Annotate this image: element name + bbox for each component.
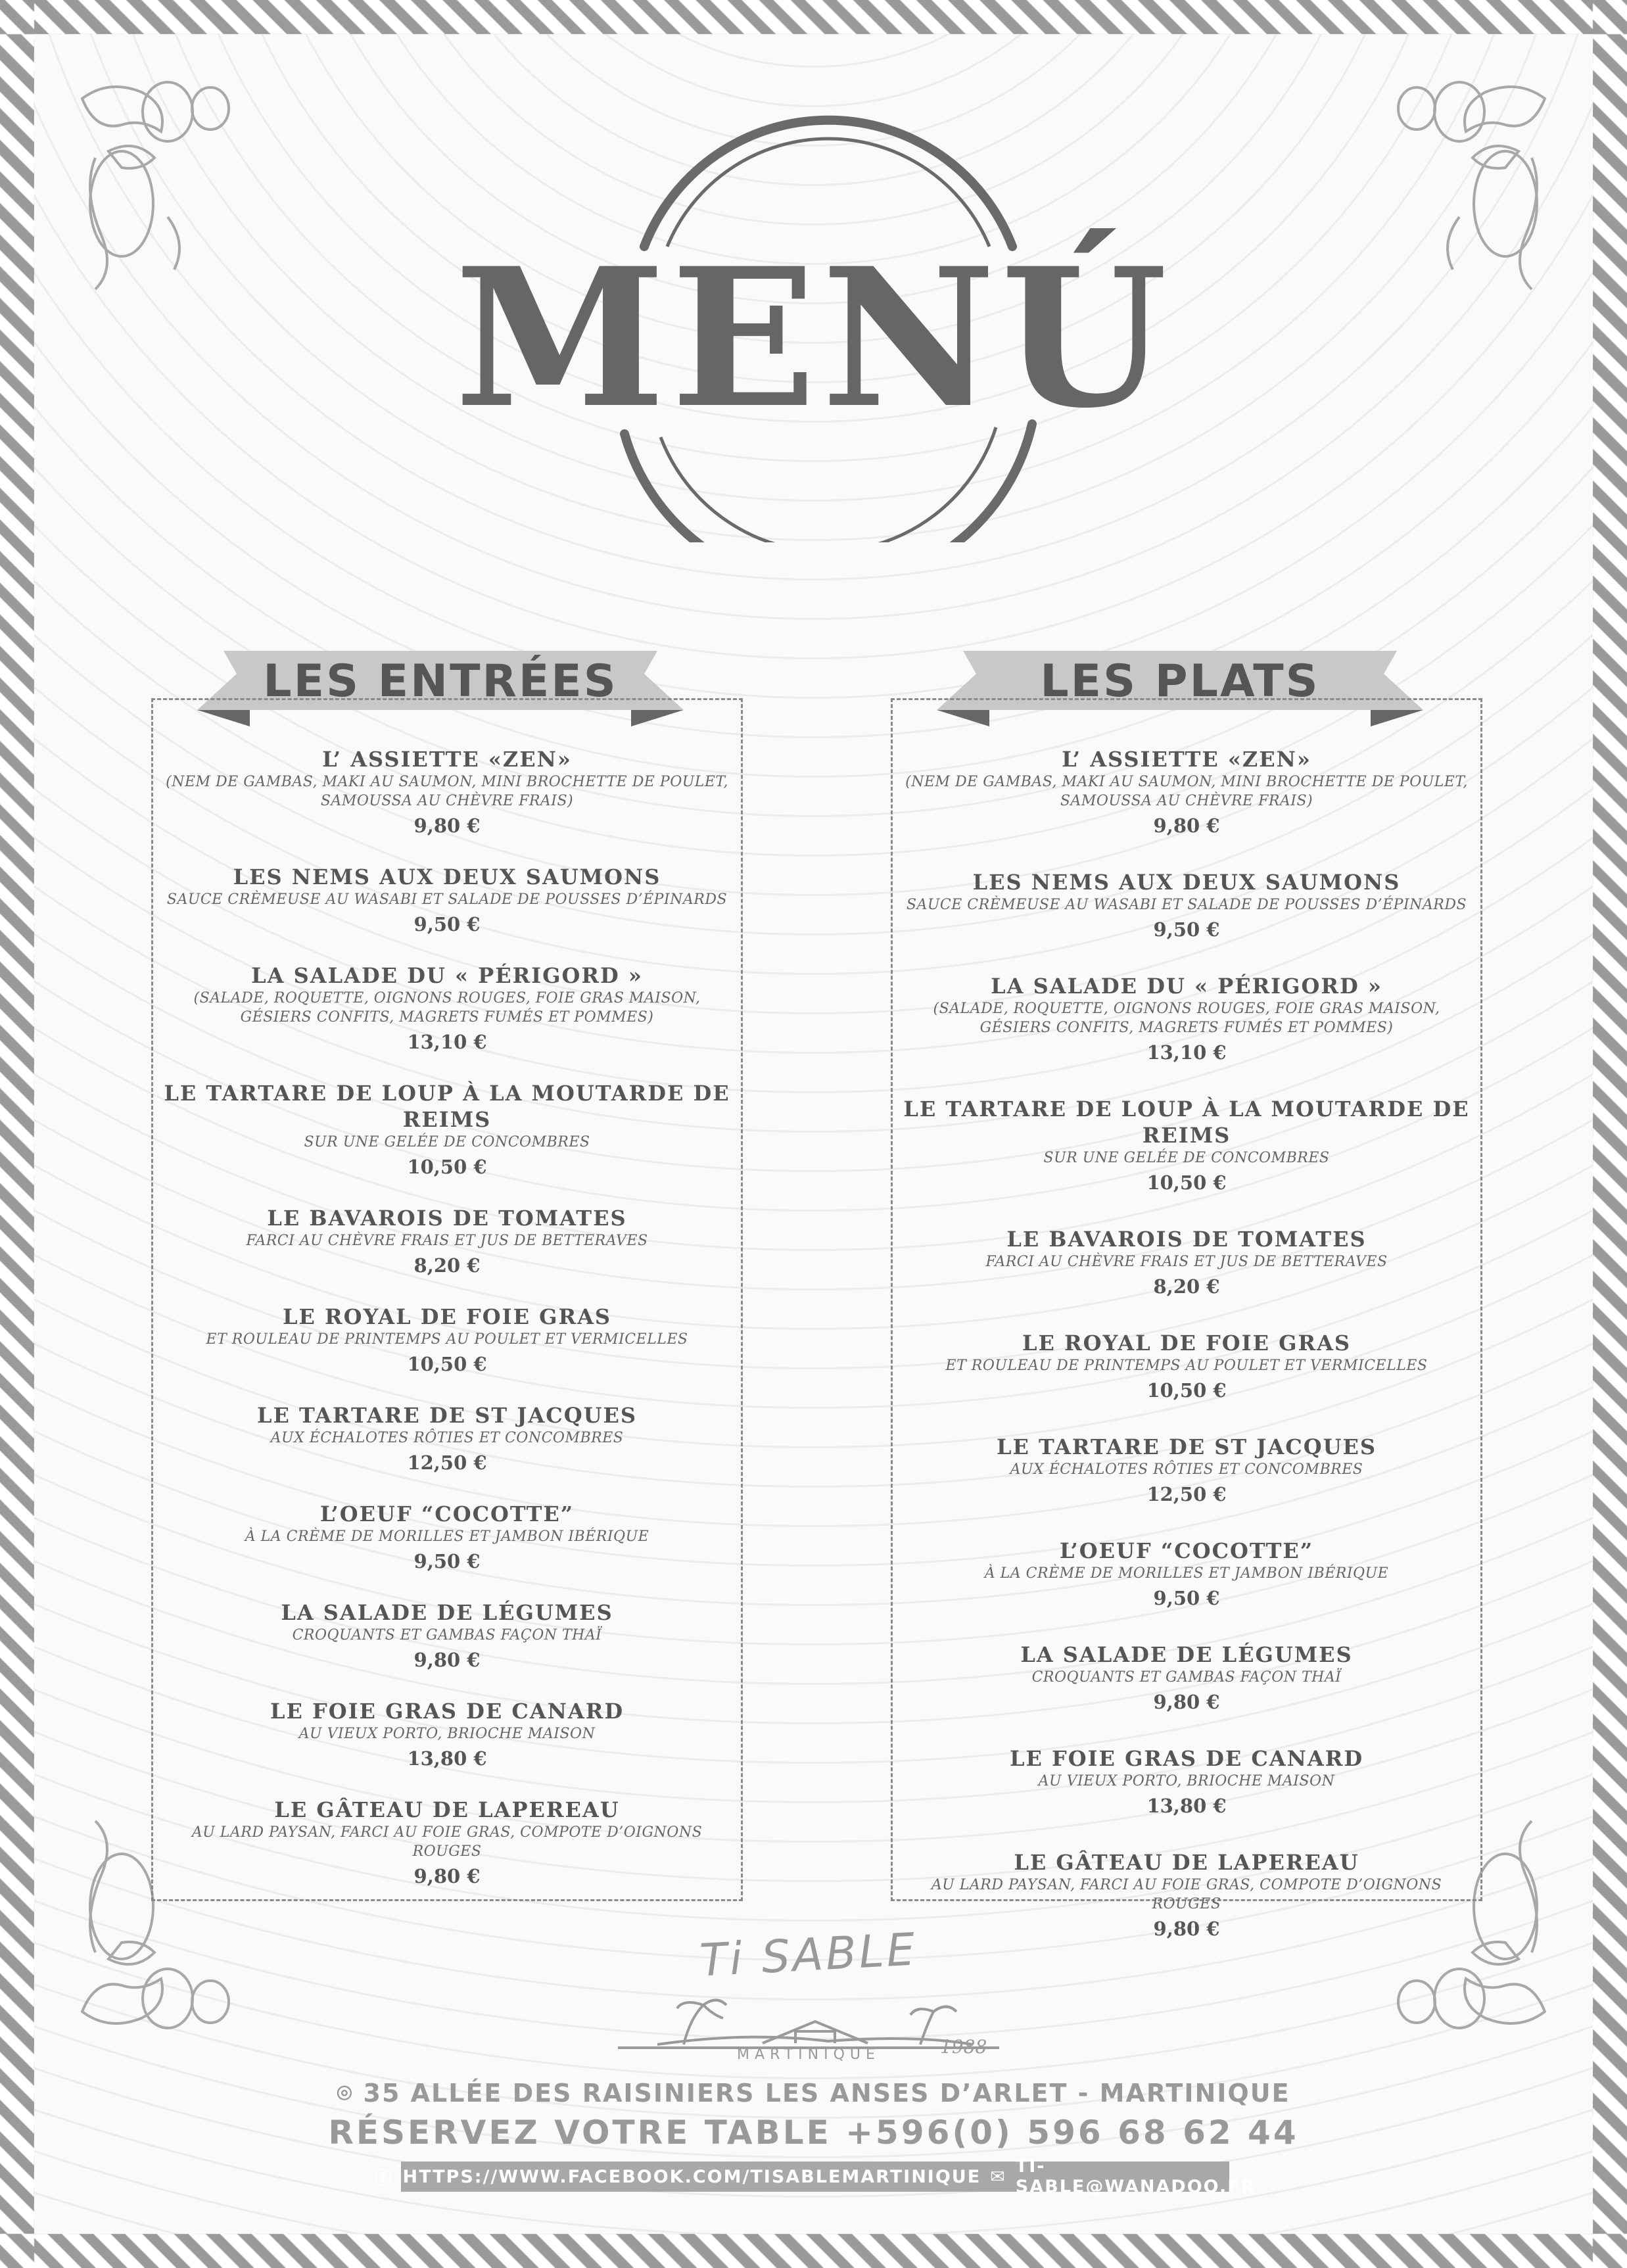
- item-name: LE GÂTEAU DE LAPEREAU: [1014, 1850, 1359, 1875]
- item-name: LA SALADE DE LÉGUMES: [1020, 1642, 1353, 1667]
- item-price: 10,50 €: [1146, 1379, 1227, 1402]
- menu-item: [158, 864, 736, 937]
- item-description: SAUCE CRÈMEUSE AU WASABI ET SALADE DE POUSSES D’ÉPINARDS: [166, 891, 728, 908]
- contact-bar: [374, 2156, 1256, 2197]
- menu-item: [158, 962, 736, 1055]
- item-name: LES NEMS AUX DEUX SAUMONS: [233, 864, 661, 889]
- brand-subtitle: MARTINIQUE: [737, 2046, 880, 2063]
- item-name: L’ ASSIETTE «ZEN»: [322, 747, 572, 772]
- item-name: LES NEMS AUX DEUX SAUMONS: [972, 870, 1401, 895]
- item-name: LE BAVAROIS DE TOMATES: [267, 1206, 627, 1231]
- plats-column: [891, 698, 1482, 1940]
- item-description: SAUCE CRÈMEUSE AU WASABI ET SALADE DE POUSSES D’ÉPINARDS: [906, 897, 1467, 913]
- menu-item: [898, 1745, 1475, 1819]
- item-name: LE ROYAL DE FOIE GRAS: [283, 1304, 611, 1329]
- item-description: AUX ÉCHALOTES RÔTIES ET CONCOMBRES: [1010, 1461, 1363, 1478]
- item-description: SUR UNE GELÉE DE CONCOMBRES: [1043, 1150, 1330, 1166]
- item-price: 9,50 €: [1153, 1587, 1220, 1609]
- item-description: (SALADE, ROQUETTE, OIGNONS ROUGES, FOIE GRAS MAISON, GÉSIERS CONFITS, MAGRETS FUMÉS ET POMMES): [193, 990, 701, 1026]
- item-description: CROQUANTS ET GAMBAS FAÇON THAÏ: [1031, 1669, 1342, 1686]
- item-price: 8,20 €: [413, 1254, 481, 1277]
- item-price: 9,80 €: [413, 1649, 481, 1671]
- item-description: (NEM DE GAMBAS, MAKI AU SAUMON, MINI BROCHETTE DE POULET, SAMOUSSA AU CHÈVRE FRAIS): [166, 774, 728, 809]
- menu-item: [898, 1538, 1475, 1611]
- brand-year: 1988: [940, 2036, 987, 2058]
- item-name: LE BAVAROIS DE TOMATES: [1006, 1227, 1367, 1252]
- item-price: 13,10 €: [1146, 1041, 1227, 1064]
- menu-item: [158, 1599, 736, 1673]
- item-description: AU LARD PAYSAN, FARCI AU FOIE GRAS, COMPOTE D’OIGNONS ROUGES: [931, 1877, 1442, 1912]
- address-text: 35 ALLÉE DES RAISINIERS LES ANSES D’ARLET - MARTINIQUE: [363, 2079, 1290, 2108]
- location-pin-icon: ⌾: [337, 2079, 354, 2108]
- item-name: L’ ASSIETTE «ZEN»: [1062, 747, 1311, 772]
- item-price: 10,50 €: [1146, 1171, 1227, 1194]
- menu-item: [898, 1096, 1475, 1196]
- item-name: L’OEUF “COCOTTE”: [1059, 1538, 1314, 1563]
- item-price: 13,80 €: [1146, 1795, 1227, 1817]
- reservation-phone: RÉSERVEZ VOTRE TABLE +596(0) 596 68 62 44: [328, 2114, 1299, 2152]
- item-name: LE TARTARE DE LOUP À LA MOUTARDE DE REIMS: [903, 1097, 1470, 1148]
- brand-name: Ti SABLE: [698, 1924, 919, 1987]
- menu-item: [158, 1797, 736, 1889]
- entrees-column: [151, 698, 743, 1901]
- item-price: 9,80 €: [1153, 1691, 1220, 1713]
- item-description: CROQUANTS ET GAMBAS FAÇON THAÏ: [292, 1627, 602, 1643]
- item-name: LE ROYAL DE FOIE GRAS: [1022, 1331, 1351, 1356]
- item-price: 9,50 €: [413, 1550, 481, 1572]
- facebook-link[interactable]: HTTPS://WWW.FACEBOOK.COM/TISABLEMARTINIQUE: [402, 2166, 981, 2187]
- item-price: 12,50 €: [1146, 1483, 1227, 1505]
- menu-item: [158, 1080, 736, 1180]
- menu-item: [898, 973, 1475, 1066]
- menu-item: [158, 746, 736, 839]
- menu-item: [898, 1330, 1475, 1404]
- item-name: LE FOIE GRAS DE CANARD: [270, 1699, 625, 1724]
- item-description: ET ROULEAU DE PRINTEMPS AU POULET ET VERMICELLES: [945, 1358, 1428, 1374]
- item-price: 9,80 €: [413, 1865, 481, 1887]
- item-description: À LA CRÈME DE MORILLES ET JAMBON IBÉRIQUE: [984, 1565, 1389, 1582]
- item-name: LE TARTARE DE ST JACQUES: [256, 1403, 638, 1428]
- item-name: LE GÂTEAU DE LAPEREAU: [274, 1797, 620, 1822]
- item-price: 9,50 €: [1153, 918, 1220, 941]
- item-name: LA SALADE DU « PÉRIGORD »: [251, 963, 643, 988]
- item-name: LE TARTARE DE LOUP À LA MOUTARDE DE REIMS: [164, 1081, 730, 1132]
- item-name: LA SALADE DU « PÉRIGORD »: [991, 974, 1382, 999]
- menu-item: [898, 746, 1475, 839]
- item-description: AUX ÉCHALOTES RÔTIES ET CONCOMBRES: [270, 1430, 624, 1446]
- item-price: 10,50 €: [407, 1156, 487, 1178]
- menu-item: [158, 1402, 736, 1476]
- menu-item: [158, 1501, 736, 1574]
- address-line: [0, 2079, 1627, 2108]
- item-price: 9,80 €: [1153, 1918, 1220, 1940]
- menu-item: [898, 869, 1475, 943]
- item-description: AU VIEUX PORTO, BRIOCHE MAISON: [298, 1726, 596, 1742]
- menu-item: [158, 1304, 736, 1377]
- item-price: 13,10 €: [407, 1031, 487, 1053]
- item-description: À LA CRÈME DE MORILLES ET JAMBON IBÉRIQUE: [245, 1528, 649, 1545]
- item-price: 9,80 €: [1153, 815, 1220, 837]
- item-price: 9,50 €: [413, 913, 481, 935]
- facebook-icon: ⓕ: [374, 2168, 394, 2189]
- item-name: LA SALADE DE LÉGUMES: [281, 1600, 613, 1625]
- item-price: 13,80 €: [407, 1747, 487, 1770]
- item-name: LE FOIE GRAS DE CANARD: [1009, 1746, 1364, 1771]
- item-price: 12,50 €: [407, 1452, 487, 1474]
- item-description: AU VIEUX PORTO, BRIOCHE MAISON: [1038, 1773, 1335, 1789]
- restaurant-logo: [592, 1924, 1026, 2074]
- item-description: (NEM DE GAMBAS, MAKI AU SAUMON, MINI BROCHETTE DE POULET, SAMOUSSA AU CHÈVRE FRAIS): [905, 774, 1468, 809]
- menu-item: [898, 1226, 1475, 1300]
- page-title: MENÚ: [454, 227, 1173, 450]
- item-price: 10,50 €: [407, 1353, 487, 1375]
- menu-item: [898, 1642, 1475, 1715]
- item-description: FARCI AU CHÈVRE FRAIS ET JUS DE BETTERAVES: [246, 1233, 648, 1249]
- section-heading: LES PLATS: [1040, 655, 1320, 707]
- item-name: LE TARTARE DE ST JACQUES: [996, 1434, 1377, 1459]
- item-price: 9,80 €: [413, 815, 481, 837]
- item-description: AU LARD PAYSAN, FARCI AU FOIE GRAS, COMPOTE D’OIGNONS ROUGES: [191, 1824, 703, 1860]
- section-heading: LES ENTRÉES: [263, 655, 618, 707]
- item-description: FARCI AU CHÈVRE FRAIS ET JUS DE BETTERAVES: [985, 1254, 1388, 1270]
- item-price: 8,20 €: [1153, 1275, 1220, 1298]
- menu-item: [158, 1205, 736, 1279]
- mail-icon: ✉: [990, 2166, 1006, 2187]
- item-description: ET ROULEAU DE PRINTEMPS AU POULET ET VERMICELLES: [206, 1331, 688, 1348]
- item-description: (SALADE, ROQUETTE, OIGNONS ROUGES, FOIE GRAS MAISON, GÉSIERS CONFITS, MAGRETS FUMÉS ET POMMES): [933, 1001, 1440, 1036]
- menu-item: [158, 1698, 736, 1772]
- item-name: L’OEUF “COCOTTE”: [319, 1501, 575, 1526]
- menu-item: [898, 1434, 1475, 1507]
- email-link[interactable]: TI-SABLE@WANADOO.FR: [1015, 2156, 1256, 2197]
- item-description: SUR UNE GELÉE DE CONCOMBRES: [304, 1134, 590, 1150]
